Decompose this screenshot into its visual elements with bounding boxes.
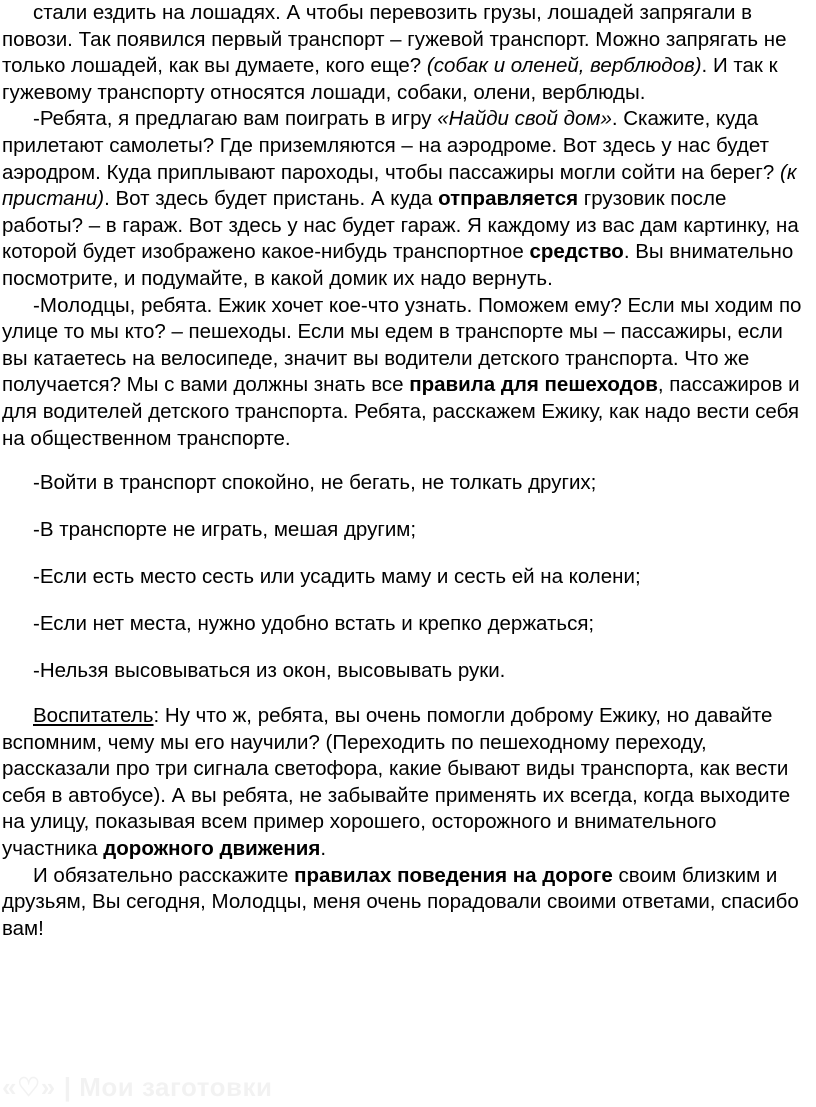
paragraph-rules-intro bbox=[0, 293, 816, 453]
rule-item: -Нельзя высовываться из окон, высовывать руки. bbox=[33, 659, 506, 683]
italic-game-name: «Найди свой дом» bbox=[437, 107, 612, 131]
paragraph-game bbox=[0, 106, 816, 292]
paragraph-teacher-summary bbox=[0, 703, 816, 863]
watermark-logo-icon: «♡» bbox=[2, 1072, 56, 1102]
watermark-text: | Мои заготовки bbox=[63, 1072, 273, 1102]
rule-item: -Войти в транспорт спокойно, не бегать, не толкать других; bbox=[33, 471, 597, 495]
text-span: . Скажите, куда прилетают самолеты? Где приземляются – на аэродроме. Вот здесь у нас будет аэродром. Куда приплывают пароходы, чтобы пассажиры могли сойти на берег? bbox=[2, 107, 780, 184]
spacer bbox=[0, 544, 816, 565]
watermark bbox=[2, 1072, 273, 1102]
rule-item: -Если есть место сесть или усадить маму и сесть ей на колени; bbox=[33, 565, 641, 589]
text-span: . Вот здесь будет пристань. А куда bbox=[104, 187, 439, 211]
spacer bbox=[0, 452, 816, 470]
text-span: -Ребята, я предлагаю вам поиграть в игру bbox=[33, 107, 438, 131]
bold-term: правилах поведения на дороге bbox=[294, 863, 613, 887]
text-span: . И так к гужевому транспорту относятся лошади, собаки, олени, верблюды. bbox=[2, 54, 778, 104]
bold-term: отправляется bbox=[438, 187, 579, 211]
italic-answer: (собак и оленей, верблюдов) bbox=[426, 54, 702, 78]
spacer bbox=[0, 638, 816, 659]
text-span: . bbox=[320, 837, 327, 861]
bold-term: средство bbox=[529, 240, 624, 264]
rule-item: -Если нет места, нужно удобно встать и крепко держаться; bbox=[33, 612, 595, 636]
speaker-label: Воспитатель bbox=[33, 704, 154, 728]
rules-list bbox=[0, 470, 816, 685]
spacer bbox=[0, 591, 816, 612]
paragraph-intro bbox=[0, 0, 816, 106]
italic-answer: (к пристани) bbox=[2, 160, 797, 211]
text-span: стали ездить на лошадях. А чтобы перевозить грузы, лошадей запрягали в повози. Так появился первый транспорт – гужевой транспорт. Можно запрягать не только лошадей, как вы думаете, кого еще? bbox=[2, 1, 787, 78]
text-span: , пассажиров и для водителей детского транспорта. Ребята, расскажем Ежику, как надо вести себя на общественном транспорте. bbox=[2, 373, 800, 450]
rule-item: -В транспорте не играть, мешая другим; bbox=[33, 518, 417, 542]
spacer bbox=[0, 497, 816, 518]
text-span: -Молодцы, ребята. Ежик хочет кое-что узнать. Поможем ему? Если мы ходим по улице то мы кто? – пешеходы. Если мы едем в транспорте мы – пассажиры, если вы катаетесь на велосипеде, значит вы водители детского транспорта. Что же получается? Мы с вами должны знать все bbox=[2, 293, 802, 397]
text-span: грузовик после работы? – в гараж. Вот здесь у нас будет гараж. Я каждому из вас дам картинку, на которой будет изображено какое-нибудь транспортное bbox=[2, 187, 799, 264]
paragraph-closing bbox=[0, 863, 816, 943]
bold-term: дорожного движения bbox=[103, 837, 321, 861]
spacer bbox=[0, 685, 816, 703]
text-span: И обязательно расскажите bbox=[33, 863, 295, 887]
text-span: . Вы внимательно посмотрите, и подумайте, в какой домик их надо вернуть. bbox=[2, 240, 794, 290]
text-span: : Ну что ж, ребята, вы очень помогли доброму Ежику, но давайте вспомним, чему мы его научили? (Переходить по пешеходному переходу, рассказали про три сигнала светофора, какие бывают виды транспорта, как вести себя в автобусе). А вы ребята, не забывайте применять их всегда, когда выходите на улицу, показывая всем пример хорошего, осторожного и внимательного участника bbox=[2, 704, 791, 861]
bold-term: правила для пешеходов bbox=[409, 373, 658, 397]
text-span: своим близким и друзьям, Вы сегодня, Молодцы, меня очень порадовали своими ответами, спасибо вам! bbox=[2, 863, 799, 940]
